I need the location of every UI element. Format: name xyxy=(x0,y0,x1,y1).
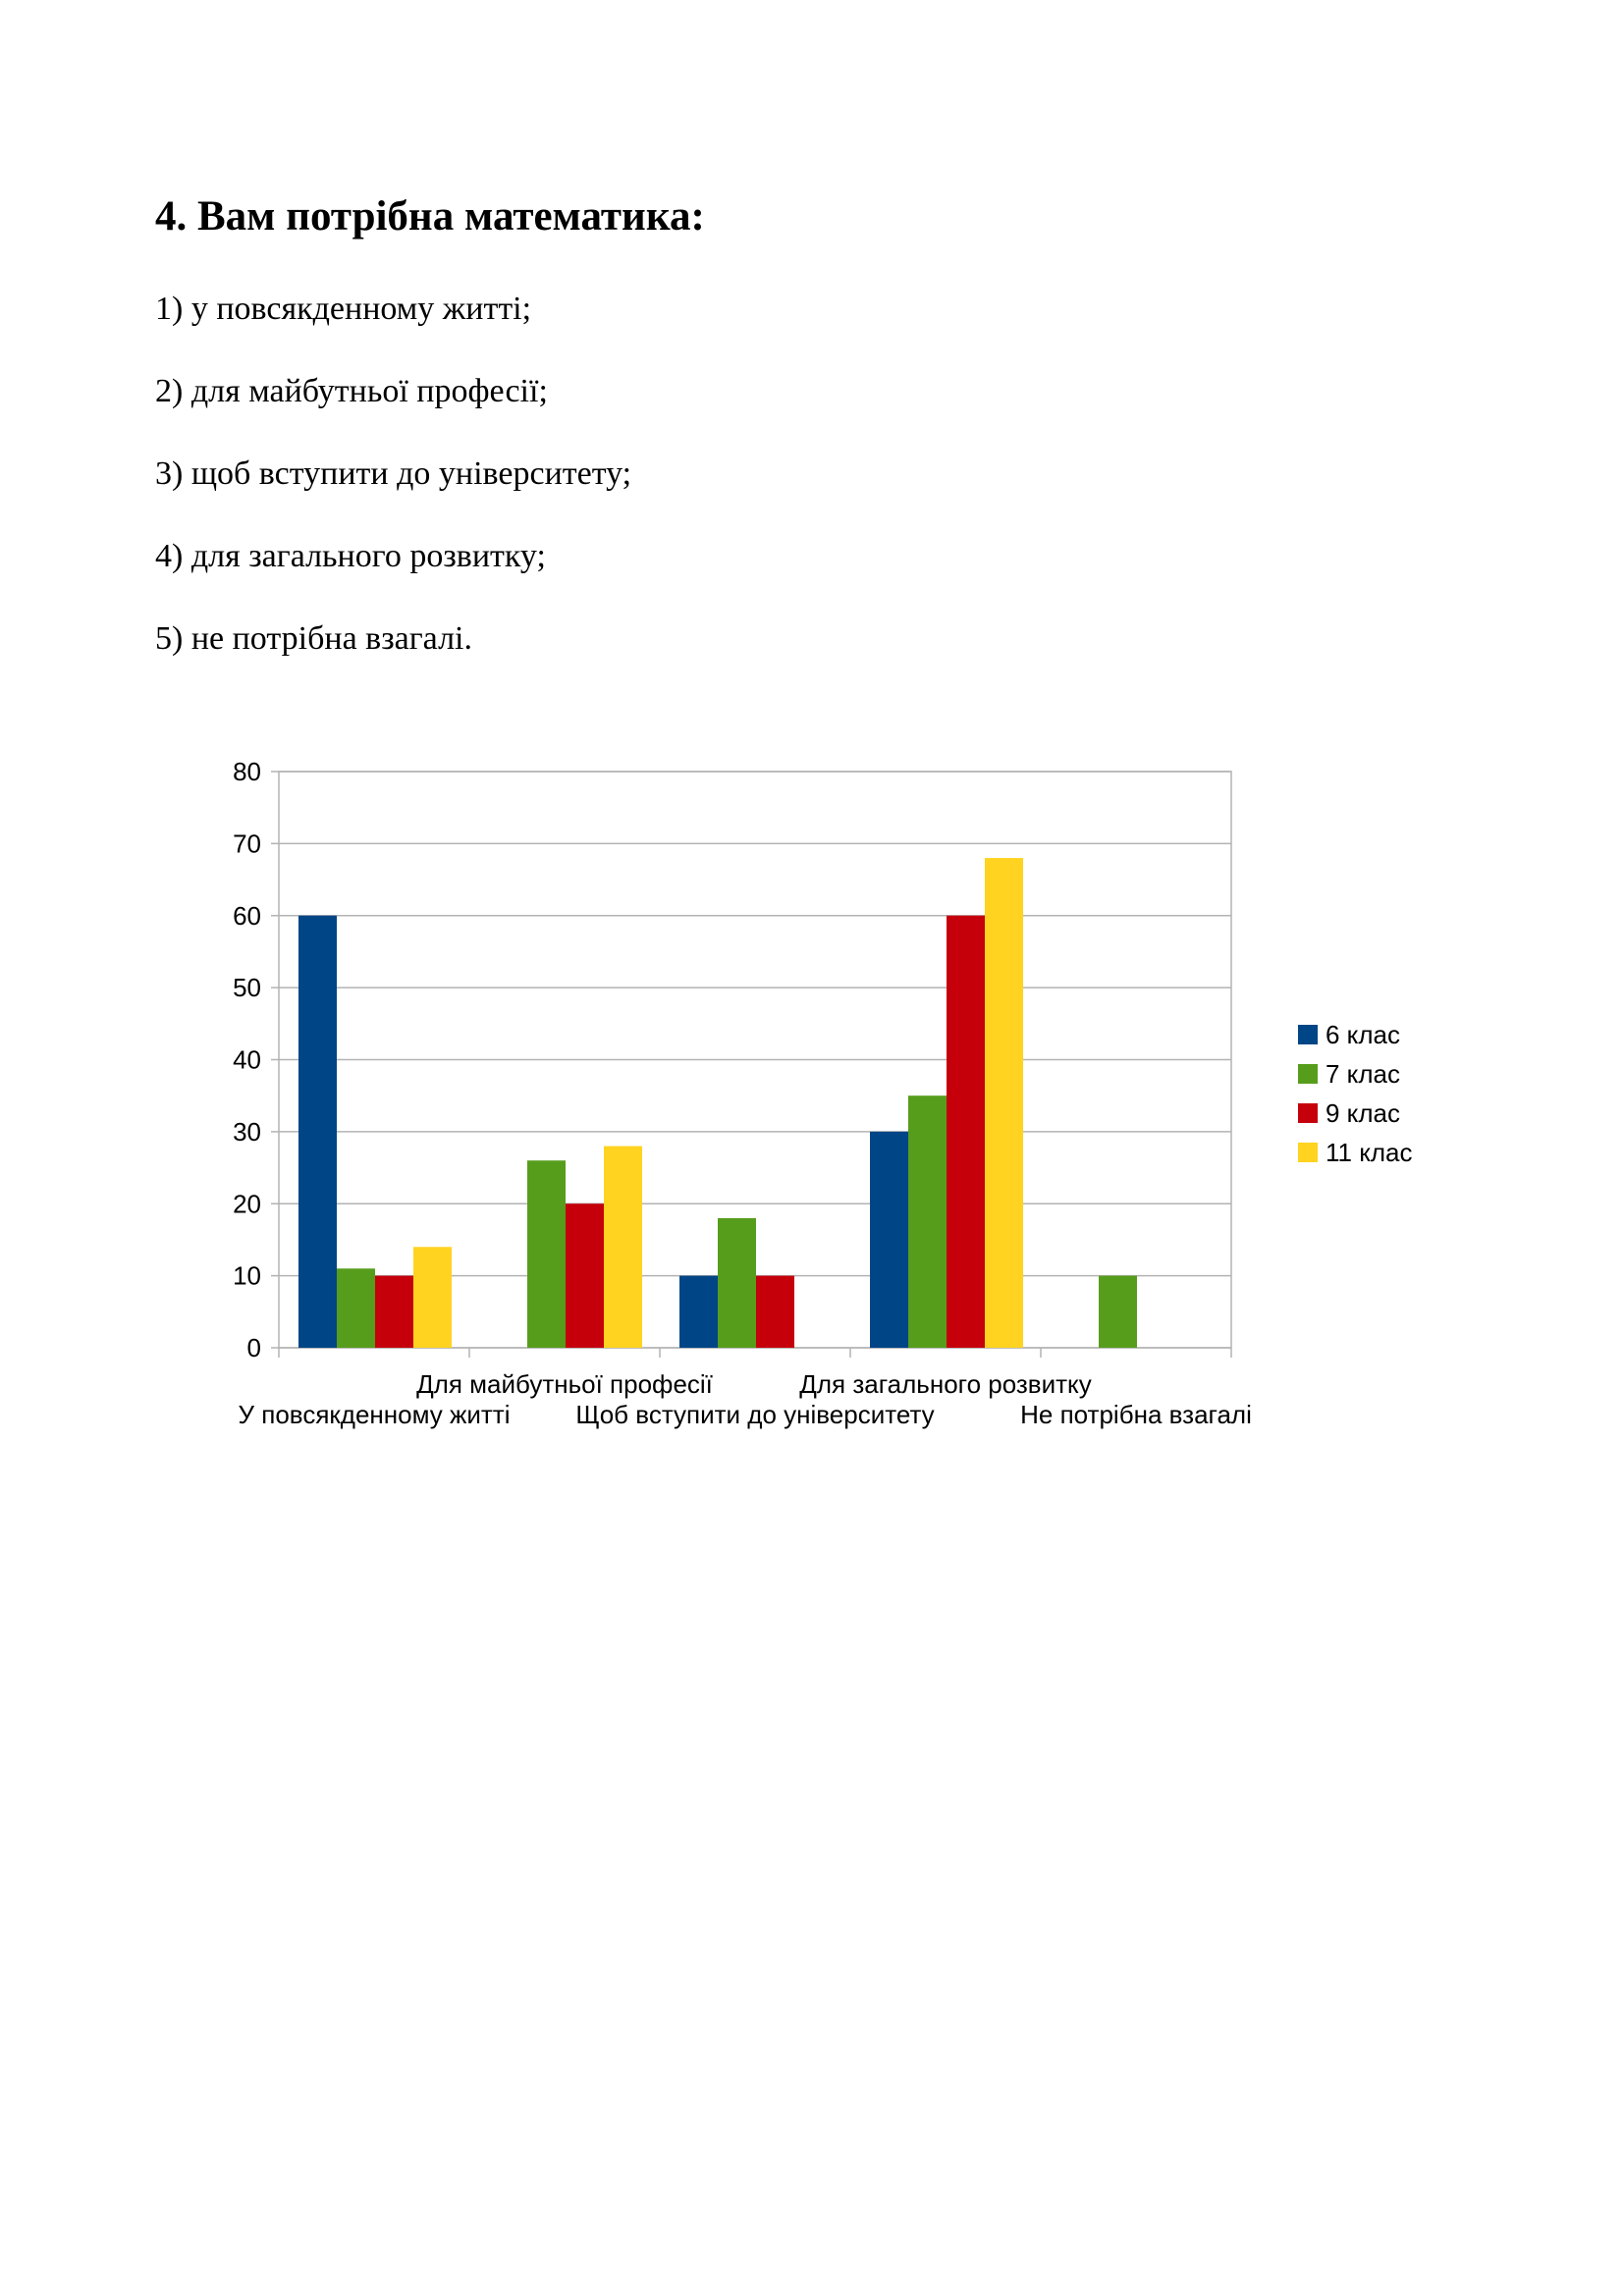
legend-label: 6 клас xyxy=(1326,1020,1400,1049)
x-tick-label: Для загального розвитку xyxy=(799,1369,1092,1399)
y-tick-label: 80 xyxy=(233,757,261,786)
bar xyxy=(947,916,985,1348)
bar xyxy=(756,1276,794,1348)
answer-option-4: 4) для загального розвитку; xyxy=(155,538,546,574)
x-tick-label: Для майбутньої професії xyxy=(416,1369,713,1399)
bar xyxy=(413,1247,452,1348)
bar xyxy=(718,1218,756,1348)
legend-swatch xyxy=(1298,1025,1318,1044)
bar xyxy=(604,1147,642,1348)
y-tick-label: 0 xyxy=(246,1333,261,1362)
legend-label: 11 клас xyxy=(1326,1138,1413,1167)
answer-option-1: 1) у повсякденному житті; xyxy=(155,291,532,327)
bar xyxy=(908,1095,947,1348)
question-heading: 4. Вам потрібна математика: xyxy=(155,193,705,240)
answer-option-3: 3) щоб вступити до університету; xyxy=(155,455,632,492)
bar xyxy=(985,858,1023,1348)
bar xyxy=(1099,1276,1137,1348)
bar xyxy=(679,1276,718,1348)
y-tick-label: 60 xyxy=(233,900,261,931)
x-tick-label: Не потрібна взагалі xyxy=(1020,1400,1252,1429)
legend-swatch xyxy=(1298,1143,1318,1162)
y-tick-label: 40 xyxy=(233,1044,261,1075)
y-tick-label: 70 xyxy=(233,828,261,859)
answer-option-5: 5) не потрібна взагалі. xyxy=(155,620,472,657)
y-tick-label: 10 xyxy=(233,1260,261,1291)
bar xyxy=(375,1276,413,1348)
y-tick-label: 20 xyxy=(233,1189,261,1219)
x-tick-label: У повсякденному житті xyxy=(238,1400,511,1429)
legend-swatch xyxy=(1298,1064,1318,1084)
y-tick-label: 50 xyxy=(233,973,261,1003)
bar xyxy=(870,1132,908,1348)
legend-swatch xyxy=(1298,1103,1318,1123)
legend-label: 9 клас xyxy=(1326,1098,1400,1128)
legend-label: 7 клас xyxy=(1326,1059,1400,1089)
answer-option-2: 2) для майбутньої професії; xyxy=(155,373,548,409)
y-tick-label: 30 xyxy=(233,1116,261,1147)
x-tick-label: Щоб вступити до університету xyxy=(575,1400,935,1429)
bar xyxy=(337,1268,375,1348)
bar xyxy=(527,1160,566,1348)
bar xyxy=(566,1203,604,1348)
bar xyxy=(298,916,337,1348)
